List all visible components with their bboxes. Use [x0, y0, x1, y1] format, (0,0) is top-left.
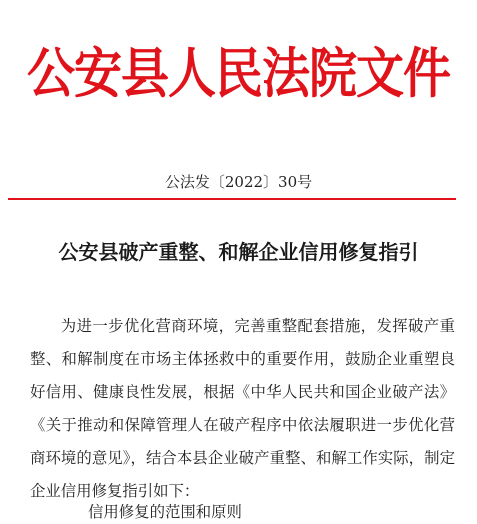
- intro-paragraph: 为进一步优化营商环境，完善重整配套措施，发挥破产重整、和解制度在市场主体拯救中的重要作用，鼓励企业重塑良好信用、健康良性发展，根据《中华人民共和国企业破产法》《关于推动和保障管理人在破产程序中依法履职进一步优化营商环境的意见》，结合本县企业破产重整、和解工作实际，制定企业信用修复指引如下：: [30, 317, 455, 500]
- section-heading: 信用修复的范围和原则: [88, 503, 242, 521]
- header-red-divider: [8, 198, 456, 200]
- document-number: 公法发〔2022〕30号: [164, 173, 313, 191]
- document-title: 公安县破产重整、和解企业信用修复指引: [58, 240, 419, 264]
- issuer-header-title: 公安县人民法院文件: [26, 42, 450, 106]
